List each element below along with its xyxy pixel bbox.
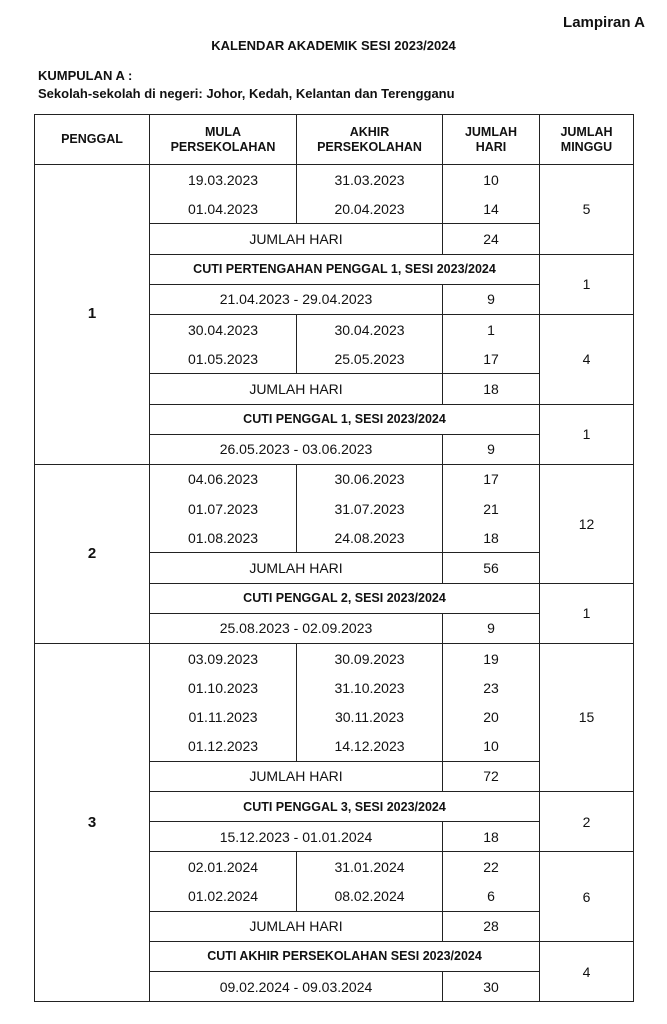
hari-cell: 9 xyxy=(443,434,540,464)
minggu-cell: 2 xyxy=(540,791,634,851)
akhir-cell: 14.12.2023 xyxy=(297,732,443,762)
hari-cell: 1 xyxy=(443,314,540,344)
col-jumlah-minggu: JUMLAH MINGGU xyxy=(540,115,634,165)
minggu-cell: 5 xyxy=(540,165,634,255)
hari-cell: 14 xyxy=(443,194,540,224)
hari-cell: 18 xyxy=(443,822,540,852)
minggu-cell: 4 xyxy=(540,314,634,404)
mula-cell: 01.02.2024 xyxy=(150,882,297,912)
hari-cell: 10 xyxy=(443,732,540,762)
col-jumlah-hari: JUMLAH HARI xyxy=(443,115,540,165)
hari-cell: 17 xyxy=(443,464,540,494)
minggu-cell: 6 xyxy=(540,852,634,942)
akhir-cell: 30.09.2023 xyxy=(297,644,443,674)
jumlah-hari-value: 72 xyxy=(443,761,540,791)
jumlah-hari-label: JUMLAH HARI xyxy=(150,374,443,404)
mula-cell: 03.09.2023 xyxy=(150,644,297,674)
mula-cell: 01.04.2023 xyxy=(150,194,297,224)
minggu-cell: 1 xyxy=(540,254,634,314)
minggu-cell: 4 xyxy=(540,941,634,1001)
jumlah-hari-value: 24 xyxy=(443,224,540,254)
col-akhir: AKHIR PERSEKOLAHAN xyxy=(297,115,443,165)
mula-cell: 01.07.2023 xyxy=(150,494,297,523)
cuti-title: CUTI PENGGAL 2, SESI 2023/2024 xyxy=(150,583,540,613)
annex-label: Lampiran A xyxy=(563,14,645,31)
hari-cell: 9 xyxy=(443,284,540,314)
mula-cell: 19.03.2023 xyxy=(150,165,297,195)
akhir-cell: 31.07.2023 xyxy=(297,494,443,523)
hari-cell: 9 xyxy=(443,613,540,643)
jumlah-hari-value: 56 xyxy=(443,553,540,583)
cuti-dates: 21.04.2023 - 29.04.2023 xyxy=(150,284,443,314)
akhir-cell: 30.11.2023 xyxy=(297,702,443,731)
hari-cell: 18 xyxy=(443,523,540,553)
akhir-cell: 24.08.2023 xyxy=(297,523,443,553)
hari-cell: 10 xyxy=(443,165,540,195)
col-penggal: PENGGAL xyxy=(35,115,150,165)
col-mula: MULA PERSEKOLAHAN xyxy=(150,115,297,165)
mula-cell: 04.06.2023 xyxy=(150,464,297,494)
akhir-cell: 30.04.2023 xyxy=(297,314,443,344)
mula-cell: 01.10.2023 xyxy=(150,673,297,702)
akhir-cell: 31.01.2024 xyxy=(297,852,443,882)
cuti-title: CUTI PERTENGAHAN PENGGAL 1, SESI 2023/2024 xyxy=(150,254,540,284)
hari-cell: 17 xyxy=(443,344,540,374)
group-label: KUMPULAN A : xyxy=(38,68,133,83)
hari-cell: 20 xyxy=(443,702,540,731)
table-row xyxy=(35,165,634,195)
jumlah-hari-label: JUMLAH HARI xyxy=(150,911,443,941)
table-row xyxy=(35,464,634,494)
cuti-dates: 15.12.2023 - 01.01.2024 xyxy=(150,822,443,852)
mula-cell: 01.12.2023 xyxy=(150,732,297,762)
minggu-cell: 1 xyxy=(540,583,634,643)
cuti-title: CUTI PENGGAL 3, SESI 2023/2024 xyxy=(150,791,540,821)
minggu-cell: 1 xyxy=(540,404,634,464)
mula-cell: 01.08.2023 xyxy=(150,523,297,553)
minggu-cell: 15 xyxy=(540,644,634,792)
penggal-cell: 1 xyxy=(35,165,150,465)
jumlah-hari-value: 18 xyxy=(443,374,540,404)
hari-cell: 30 xyxy=(443,972,540,1002)
akhir-cell: 31.03.2023 xyxy=(297,165,443,195)
hari-cell: 22 xyxy=(443,852,540,882)
jumlah-hari-label: JUMLAH HARI xyxy=(150,761,443,791)
jumlah-hari-label: JUMLAH HARI xyxy=(150,553,443,583)
document-title: KALENDAR AKADEMIK SESI 2023/2024 xyxy=(211,38,456,53)
jumlah-hari-value: 28 xyxy=(443,911,540,941)
akhir-cell: 08.02.2024 xyxy=(297,882,443,912)
mula-cell: 01.05.2023 xyxy=(150,344,297,374)
mula-cell: 01.11.2023 xyxy=(150,702,297,731)
jumlah-hari-label: JUMLAH HARI xyxy=(150,224,443,254)
hari-cell: 6 xyxy=(443,882,540,912)
table-header-row xyxy=(35,115,634,165)
cuti-dates: 25.08.2023 - 02.09.2023 xyxy=(150,613,443,643)
akhir-cell: 20.04.2023 xyxy=(297,194,443,224)
hari-cell: 23 xyxy=(443,673,540,702)
akhir-cell: 30.06.2023 xyxy=(297,464,443,494)
penggal-cell: 3 xyxy=(35,644,150,1002)
cuti-title: CUTI AKHIR PERSEKOLAHAN SESI 2023/2024 xyxy=(150,941,540,971)
akhir-cell: 25.05.2023 xyxy=(297,344,443,374)
cuti-dates: 09.02.2024 - 09.03.2024 xyxy=(150,972,443,1002)
cuti-title: CUTI PENGGAL 1, SESI 2023/2024 xyxy=(150,404,540,434)
academic-calendar-table xyxy=(34,114,634,1002)
table-row xyxy=(35,644,634,674)
penggal-cell: 2 xyxy=(35,464,150,643)
mula-cell: 02.01.2024 xyxy=(150,852,297,882)
akhir-cell: 31.10.2023 xyxy=(297,673,443,702)
mula-cell: 30.04.2023 xyxy=(150,314,297,344)
hari-cell: 19 xyxy=(443,644,540,674)
states-label: Sekolah-sekolah di negeri: Johor, Kedah, Kelantan dan Terengganu xyxy=(38,86,455,101)
cuti-dates: 26.05.2023 - 03.06.2023 xyxy=(150,434,443,464)
minggu-cell: 12 xyxy=(540,464,634,583)
hari-cell: 21 xyxy=(443,494,540,523)
